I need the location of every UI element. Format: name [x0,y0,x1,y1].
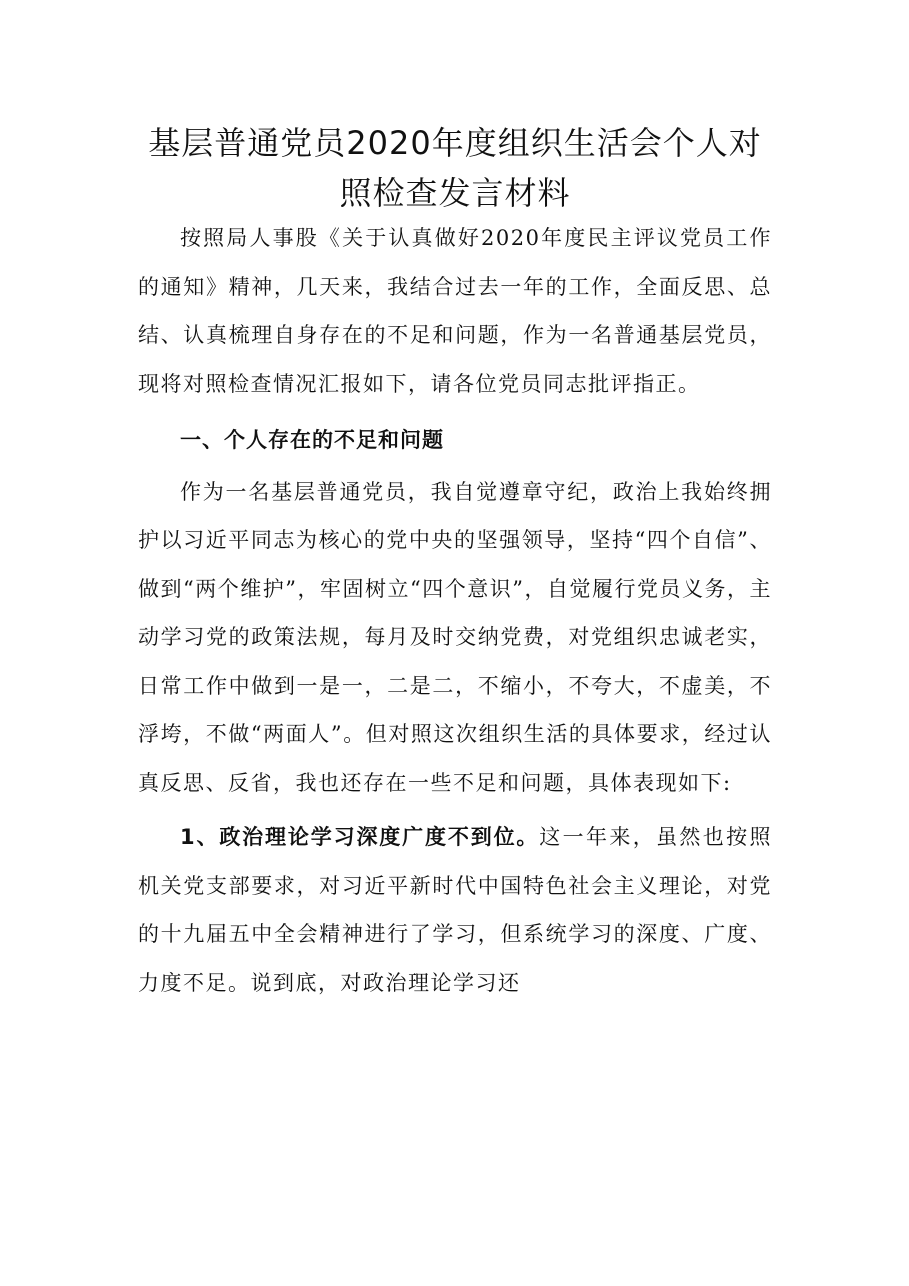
document-title [130,118,780,218]
document-body [138,214,772,1007]
title-line-1: 基层普通党员2020年度组织生活会个人对 [148,124,762,162]
item-1-text: 这一年来，虽然也按照机关党支部要求，对习近平新时代中国特色社会主义理论，对党的十九届五中全会精神进行了学习，但系统学习的深度、广度、力度不足。说到底，对政治理论学习还 [138,825,772,995]
section-1-paragraph: 作为一名基层普通党员，我自觉遵章守纪，政治上我始终拥护以习近平同志为核心的党中央的坚强领导，坚持“四个自信”、做到“两个维护”，牢固树立“四个意识”，自觉履行党员义务，主动学习党的政策法规，每月及时交纳党费，对党组织忠诚老实，日常工作中做到一是一，二是二，不缩小，不夸大，不虚美，不浮垮，不做“两面人”。但对照这次组织生活的具体要求，经过认真反思、反省，我也还存在一些不足和问题，具体表现如下: [138,479,772,795]
section-heading-1: 一、个人存在的不足和问题 [180,428,444,452]
item-1-lead: 1、政治理论学习深度广度不到位。 [180,825,540,849]
intro-paragraph: 按照局人事股《关于认真做好2020年度民主评议党员工作的通知》精神，几天来，我结合过去一年的工作，全面反思、总结、认真梳理自身存在的不足和问题，作为一名普通基层党员，现将对照检查情况汇报如下，请各位党员同志批评指正。 [138,226,772,396]
item-1-paragraph [138,813,772,1007]
title-line-2: 照检查发言材料 [339,174,571,212]
